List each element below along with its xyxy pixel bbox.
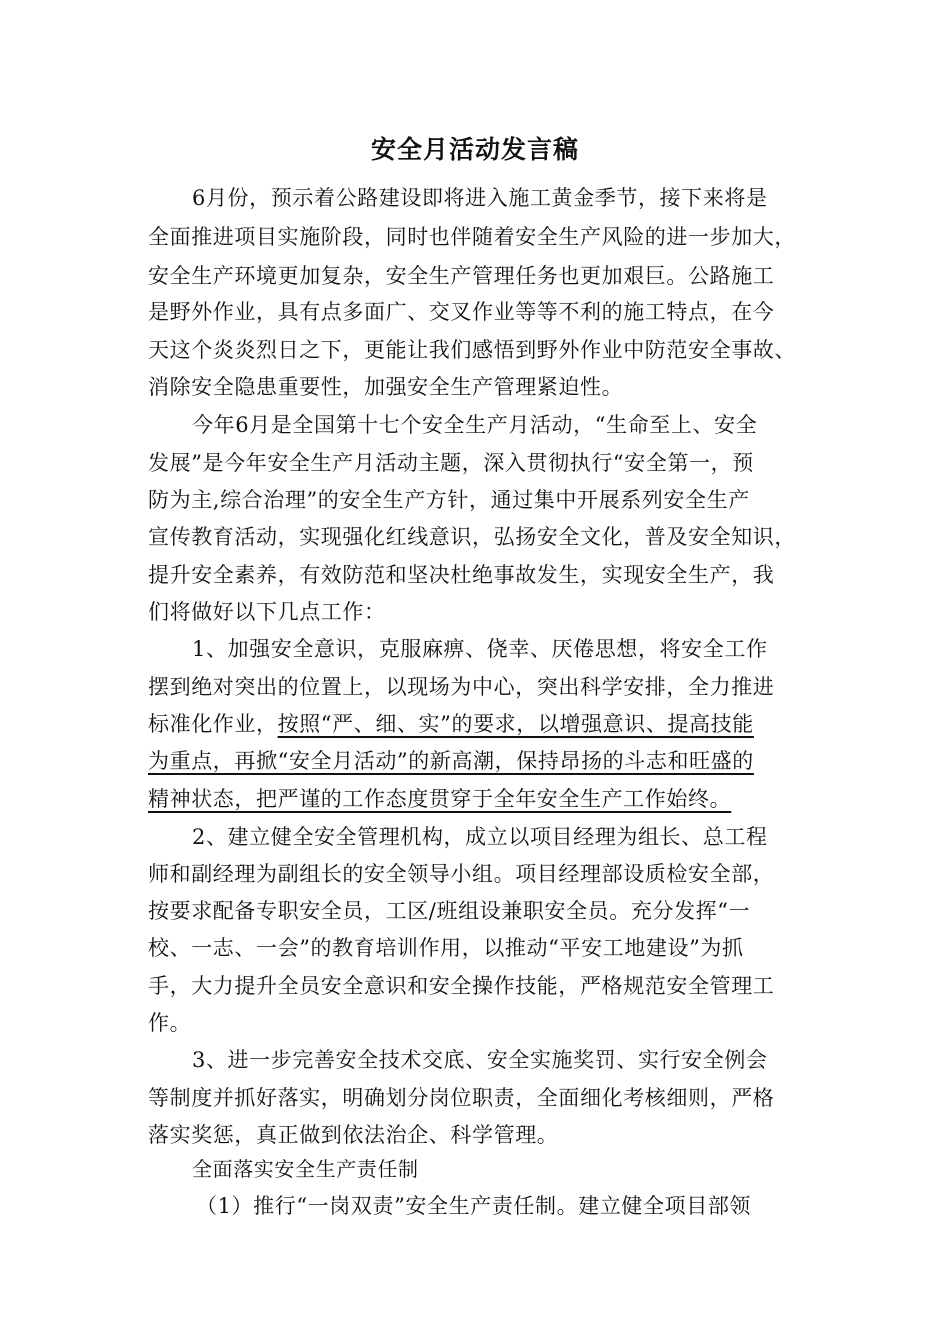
paragraph-line: 手，大力提升全员安全意识和安全操作技能，严格规范安全管理工: [148, 974, 775, 998]
paragraph-line: 们将做好以下几点工作：: [148, 600, 386, 624]
underlined-text: 按照“严、细、实”的要求，以增强意识、提高技能: [277, 712, 754, 736]
paragraph-line: 发展”是今年安全生产月活动主题，深入贯彻执行“安全第一，预: [148, 451, 754, 475]
underlined-line: 为重点，再掀“安全月活动”的新高潮，保持昂扬的斗志和旺盛的: [148, 749, 754, 773]
paragraph-line: [148, 709, 754, 739]
paragraph-line: 校、一志、一会”的教育培训作用，以推动“平安工地建设”为抓: [148, 936, 744, 960]
paragraph-line: 今年6月是全国第十七个安全生产月活动，“生命至上、安全: [192, 413, 758, 437]
paragraph-line: 安全生产环境更加复杂，安全生产管理任务也更加艰巨。公路施工: [148, 264, 775, 288]
underlined-line: 精神状态，把严谨的工作态度贯穿于全年安全生产工作始终。: [148, 787, 732, 811]
document-title: 安全月活动发言稿: [370, 135, 579, 164]
plain-text: 标准化作业，: [148, 712, 278, 736]
paragraph-line: 是野外作业，具有点多面广、交叉作业等等不利的施工特点，在今: [148, 300, 775, 324]
paragraph-line: 防为主,综合治理”的安全生产方针，通过集中开展系列安全生产: [148, 488, 750, 512]
paragraph-line: 全面推进项目实施阶段，同时也伴随着安全生产风险的进一步加大，: [148, 225, 796, 249]
paragraph-line: （1）推行“一岗双责”安全生产责任制。建立健全项目部领: [196, 1194, 752, 1218]
paragraph-line: 消除安全隐患重要性，加强安全生产管理紧迫性。: [148, 375, 624, 399]
paragraph-line: 师和副经理为副组长的安全领导小组。项目经理部设质检安全部，: [148, 862, 775, 886]
paragraph-line: 天这个炎炎烈日之下，更能让我们感悟到野外作业中防范安全事故、: [148, 338, 796, 362]
paragraph-line: 1、加强安全意识，克服麻痹、侥幸、厌倦思想，将安全工作: [192, 637, 768, 661]
paragraph-line: 提升安全素养，有效防范和坚决杜绝事故发生，实现安全生产，我: [148, 563, 775, 587]
paragraph-line: 宣传教育活动，实现强化红线意识，弘扬安全文化，普及安全知识，: [148, 525, 796, 549]
paragraph-line: 等制度并抓好落实，明确划分岗位职责，全面细化考核细则，严格: [148, 1086, 775, 1110]
paragraph-line: 落实奖惩，真正做到依法治企、科学管理。: [148, 1123, 559, 1147]
paragraph-line: 2、建立健全安全管理机构，成立以项目经理为组长、总工程: [192, 825, 768, 849]
section-heading: 全面落实安全生产责任制: [192, 1157, 419, 1181]
paragraph-line: 按要求配备专职安全员，工区/班组设兼职安全员。充分发挥“一: [148, 899, 751, 923]
paragraph-line: 作。: [148, 1011, 192, 1035]
paragraph-line: 3、进一步完善安全技术交底、安全实施奖罚、实行安全例会: [192, 1048, 768, 1072]
paragraph-line: 摆到绝对突出的位置上，以现场为中心，突出科学安排，全力推进: [148, 675, 775, 699]
paragraph-line: 6月份，预示着公路建设即将进入施工黄金季节，接下来将是: [192, 186, 768, 210]
